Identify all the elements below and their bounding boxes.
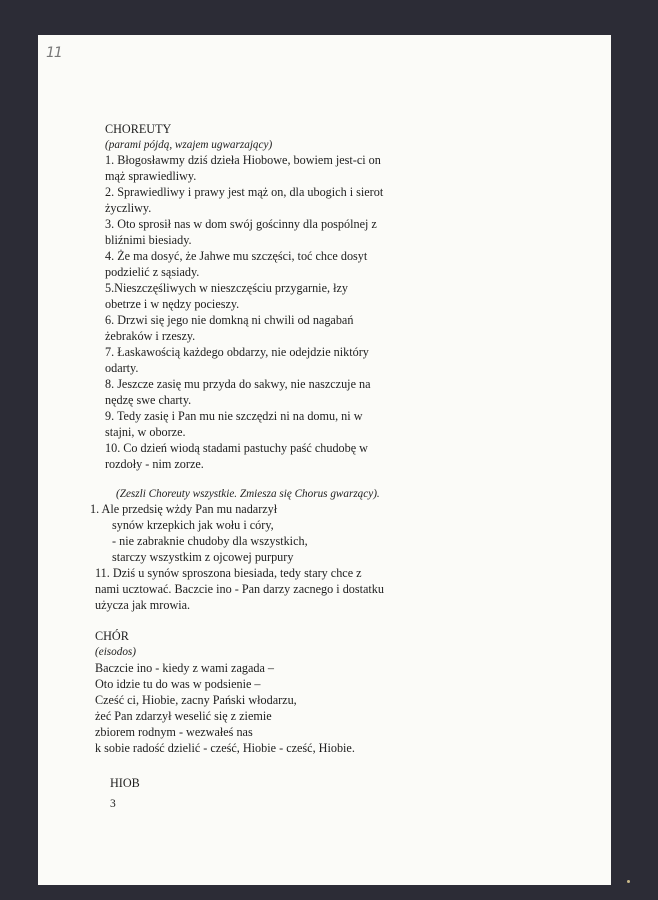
verse-line: mąż sprawiedliwy.: [105, 169, 197, 183]
verse-line: nędzę swe charty.: [105, 393, 192, 407]
verse-line: 7. Łaskawością każdego obdarzy, nie odejdzie niktóry: [105, 345, 369, 359]
verse-line: 4. Że ma dosyć, że Jahwe mu szczęści, toć chce dosyt: [105, 249, 368, 263]
verse-line: 1. Błogosławmy dziś dzieła Hiobowe, bowiem jest-ci on: [105, 153, 381, 167]
verse-line: synów krzepkich jak wołu i córy,: [112, 518, 274, 532]
verse-line: Baczcie ino - kiedy z wami zagada –: [95, 661, 275, 675]
verse-line: nami ucztować. Baczcie ino - Pan darzy zacnego i dostatku: [95, 582, 384, 596]
section-heading-choreuty: CHOREUTY: [105, 122, 172, 136]
manuscript-page: [38, 35, 611, 885]
verse-line: 11. Dziś u synów sproszona biesiada, tedy stary chce z: [95, 566, 362, 580]
verse-line: obetrze i w nędzy pocieszy.: [105, 297, 240, 311]
section-heading-chor: CHÓR: [95, 629, 129, 643]
verse-line: stajni, w oborze.: [105, 425, 186, 439]
verse-line: podzielić z sąsiady.: [105, 265, 200, 279]
verse-line: starczy wszystkim z ojcowej purpury: [112, 550, 294, 564]
section-heading-hiob: HIOB: [110, 776, 140, 790]
verse-line: Cześć ci, Hiobie, zacny Pański włodarzu,: [95, 693, 297, 707]
stage-direction: (Zeszli Choreuty wszystkie. Zmiesza się Chorus gwarzący).: [116, 488, 380, 500]
verse-line: 6. Drzwi się jego nie domkną ni chwili od nagabań: [105, 313, 354, 327]
verse-line: zbiorem rodnym - wezwałeś nas: [95, 725, 253, 739]
stage-direction: (eisodos): [95, 646, 137, 658]
verse-line: 9. Tedy zasię i Pan mu nie szczędzi ni na domu, ni w: [105, 409, 363, 423]
verse-line: 1. Ale przedsię wżdy Pan mu nadarzył: [90, 502, 278, 516]
verse-line: bliźnimi biesiady.: [105, 233, 192, 247]
stage-direction: (parami pójdą, wzajem ugwarzający): [105, 139, 273, 151]
verse-line: 8. Jeszcze zasię mu przyda do sakwy, nie naszczuje na: [105, 377, 371, 391]
verse-line: rozdoły - nim zorze.: [105, 457, 204, 471]
page-number: 3: [110, 798, 116, 810]
verse-line: odarty.: [105, 361, 139, 375]
verse-line: żeć Pan zdarzył weselić się z ziemie: [95, 709, 272, 723]
verse-line: 2. Sprawiedliwy i prawy jest mąż on, dla ubogich i sierot: [105, 185, 384, 199]
verse-line: użycza jak mrowia.: [95, 598, 191, 612]
folio-mark: 11: [46, 45, 62, 61]
verse-line: 3. Oto sprosił nas w dom swój gościnny dla pospólnej z: [105, 217, 377, 231]
verse-line: życzliwy.: [105, 201, 152, 215]
verse-line: żebraków i rzeszy.: [105, 329, 196, 343]
verse-line: - nie zabraknie chudoby dla wszystkich,: [112, 534, 308, 548]
verse-line: Oto idzie tu do was w podsienie –: [95, 677, 261, 691]
verse-line: k sobie radość dzielić - cześć, Hiobie - cześć, Hiobie.: [95, 741, 355, 755]
verse-line: 10. Co dzień wiodą stadami pastuchy paść chudobę w: [105, 441, 368, 455]
dust-speck: [627, 880, 630, 883]
verse-line: 5.Nieszczęśliwych w nieszczęściu przygarnie, łzy: [105, 281, 348, 295]
